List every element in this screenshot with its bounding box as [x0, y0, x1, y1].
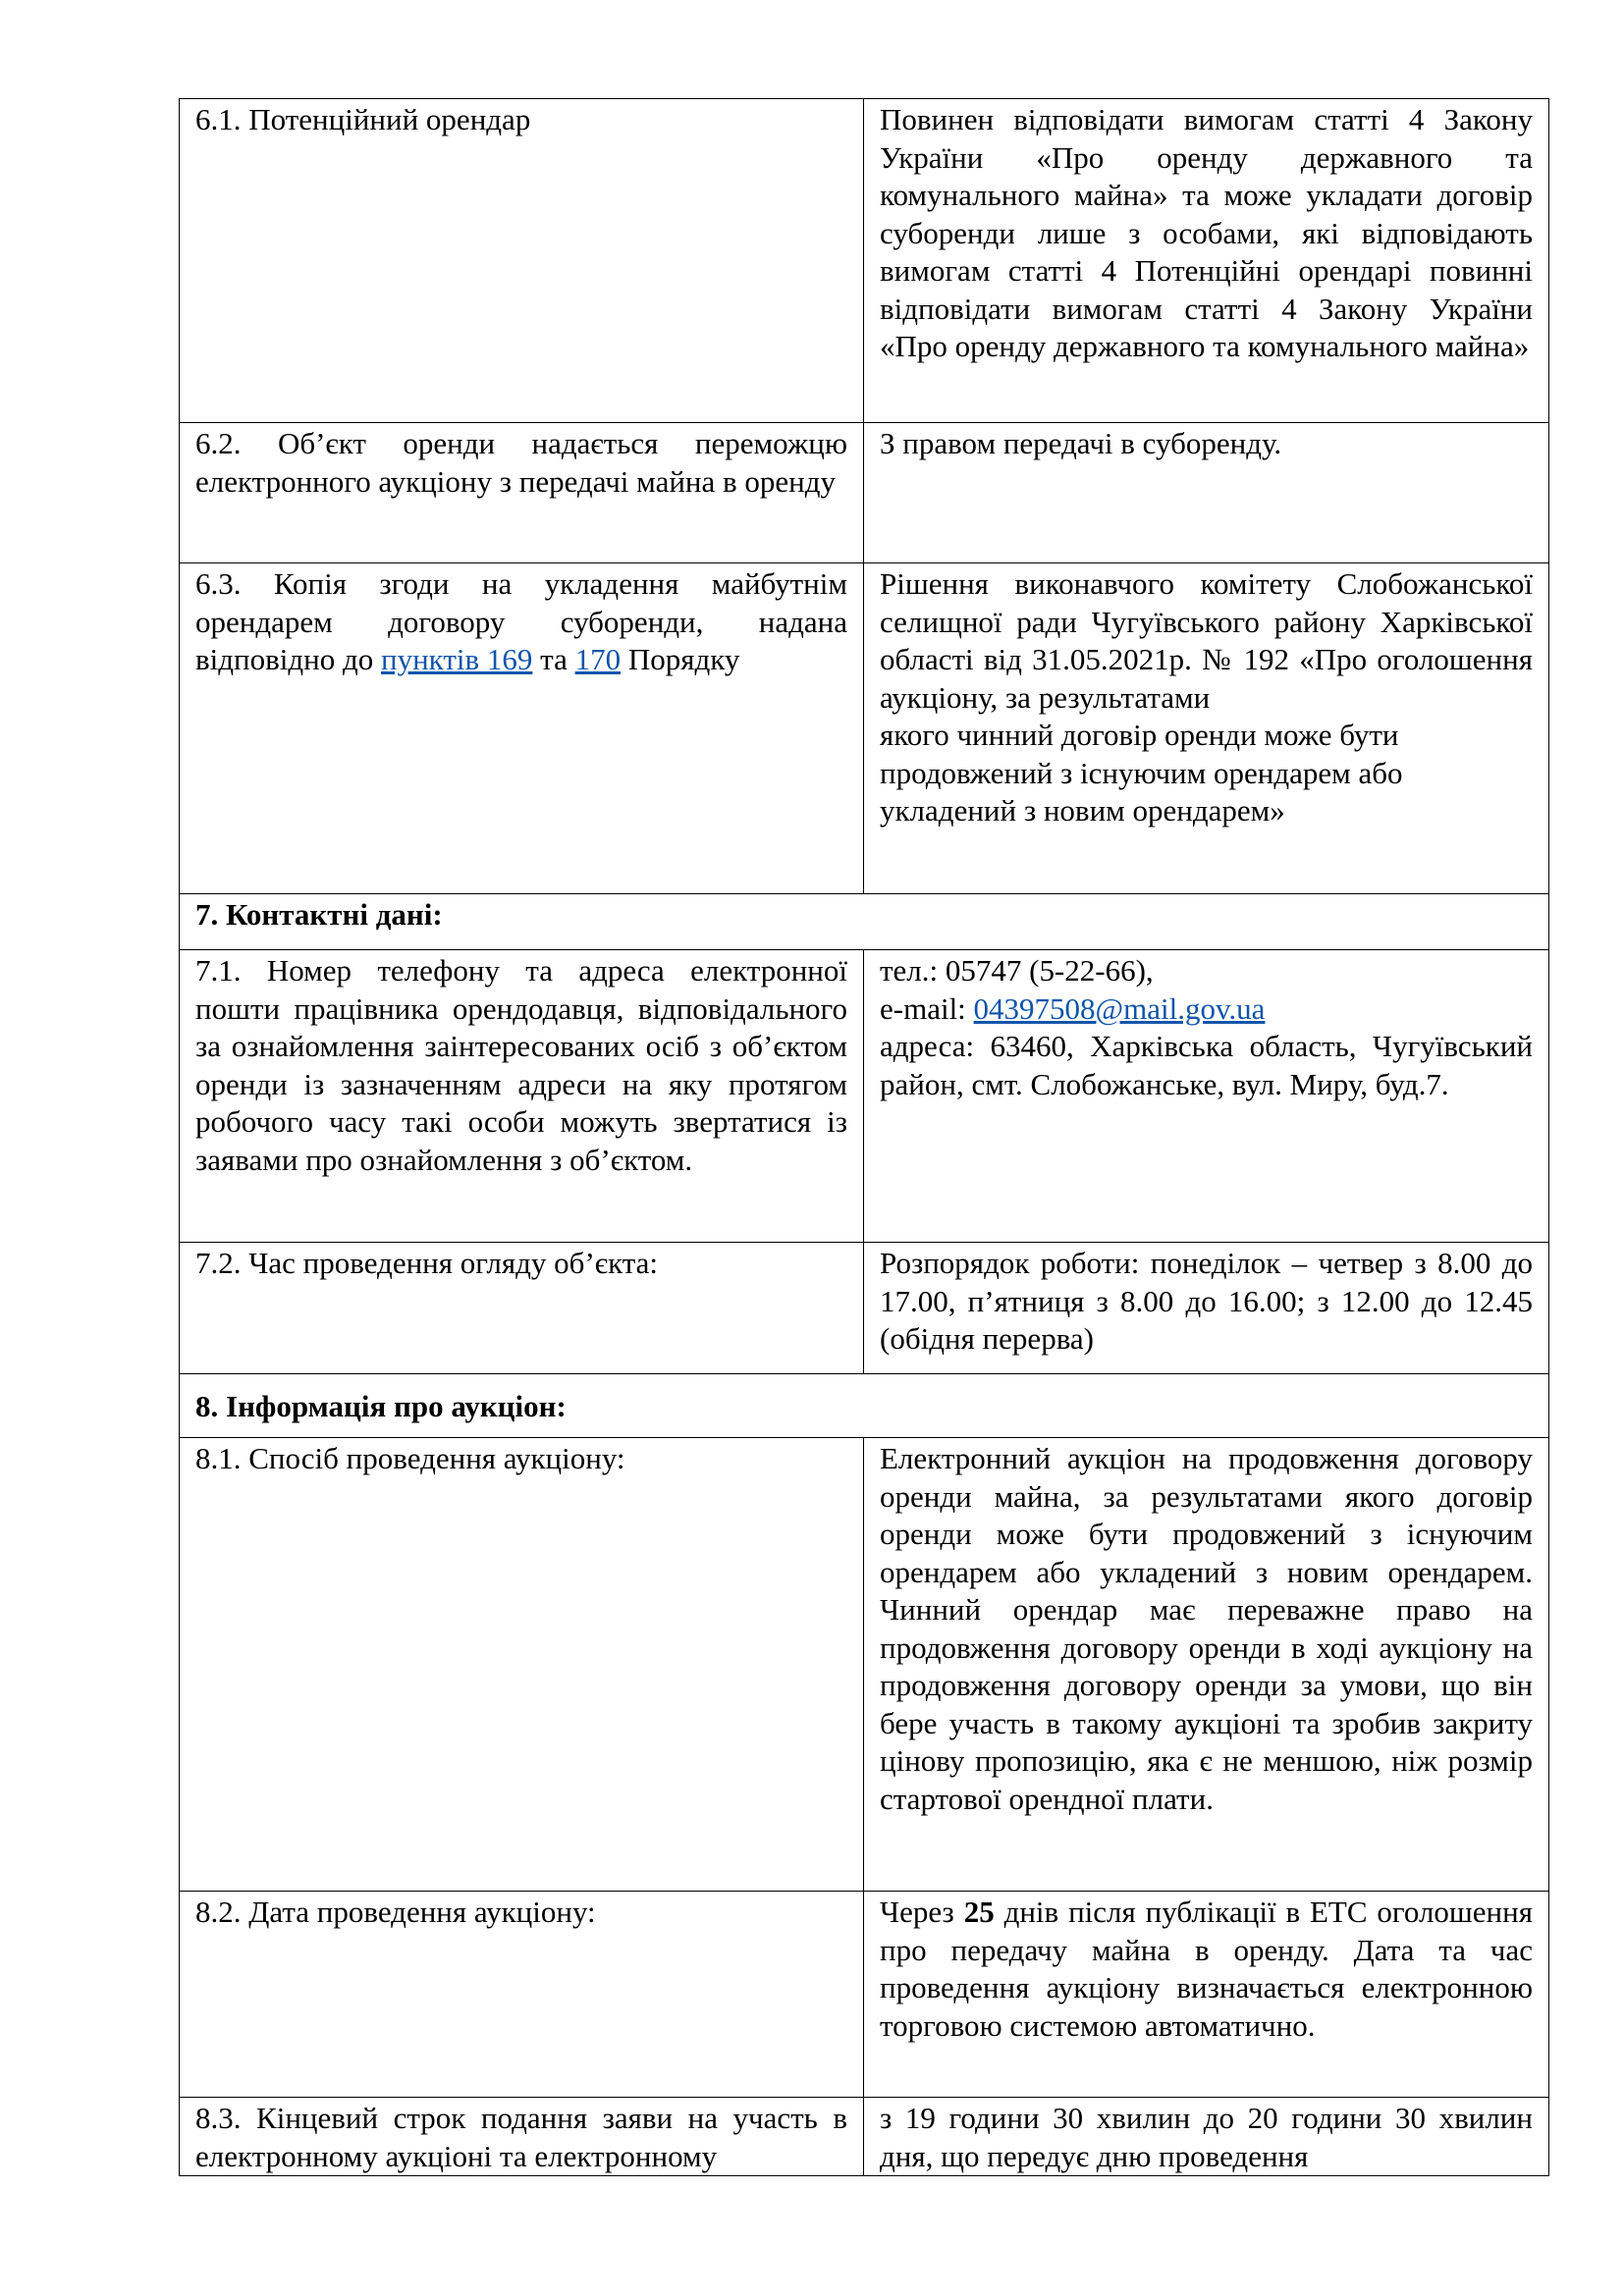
row-value-part1: Рішення виконавчого комітету Слобожанської селищної ради Чугуївського району Харківської області від 31.05.2021р. № 192 «Про оголошення аукціону, за результатами	[880, 566, 1533, 715]
row-label: 6.1. Потенційний орендар	[195, 102, 531, 136]
row-label-text: Порядку	[621, 642, 740, 676]
email-prefix: e-mail:	[880, 990, 974, 1026]
link-paragraphs-169[interactable]: пунктів 169	[381, 642, 533, 676]
label-contact-info	[180, 950, 864, 1243]
table-row	[180, 423, 1549, 563]
label-auction-date	[180, 1892, 864, 2098]
section-row	[180, 1374, 1549, 1438]
row-label: 7.2. Час проведення огляду об’єкта:	[195, 1246, 659, 1280]
label-inspection-time	[180, 1243, 864, 1374]
table-row	[180, 1243, 1549, 1374]
contact-phone: тел.: 05747 (5-22-66),	[880, 953, 1154, 988]
value-application-deadline	[864, 2098, 1549, 2176]
section-row	[180, 894, 1549, 950]
label-rental-object	[180, 423, 864, 563]
value-auction-method	[864, 1438, 1549, 1892]
days-count: 25	[963, 1895, 995, 1929]
value-contact-info	[864, 950, 1549, 1243]
section-heading-contacts: 7. Контактні дані:	[180, 894, 1549, 950]
row-value-text: днів після публікації в ЕТС оголошення про передачу майна в оренду. Дата та час проведення аукціону визначається електронною торговою системою автоматично.	[880, 1895, 1533, 2043]
value-auction-date	[864, 1892, 1549, 2098]
row-label-text: 6.3. Копія згоди на укладення майбутнім орендарем договору суборенди, надана відповідно до	[195, 566, 847, 676]
row-value: Електронний аукціон на продовження договору оренди майна, за результатами якого договір оренди може бути продовжений з існуючим орендарем або укладений з новим орендарем. Чинний орендар має переважне право на продовження договору оренди в ході аукціону на продовження договору оренди за умови, що він бере участь в такому аукціоні та зробив закриту цінову пропозицію, яка є не меншою, ніж розмір стартової орендної плати.	[880, 1441, 1533, 1816]
row-label: 8.2. Дата проведення аукціону:	[195, 1895, 596, 1929]
contact-email-line	[880, 990, 1533, 1029]
row-label: 8.1. Спосіб проведення аукціону:	[195, 1441, 625, 1475]
row-label-text: та	[532, 642, 575, 676]
value-potential-tenant	[864, 99, 1549, 423]
row-value: Розпорядок роботи: понеділок – четвер з 8.00 до 17.00, п’ятниця з 8.00 до 16.00; з 12.00 до 12.45 (обідня перерва)	[880, 1246, 1533, 1356]
auction-info-table	[179, 98, 1549, 2176]
value-inspection-time	[864, 1243, 1549, 1374]
value-rental-object	[864, 423, 1549, 563]
row-value: Повинен відповідати вимогам статті 4 Закону України «Про оренду державного та комунального майна» та може укладати договір суборенди лише з особами, які відповідають вимогам статті 4 Потенційні орендарі повинні відповідати вимогам статті 4 Закону України «Про оренду державного та комунального майна»	[880, 102, 1533, 363]
row-label: 8.3. Кінцевий строк подання заяви на участь в електронному аукціоні та електронному	[195, 2101, 847, 2173]
section-heading-auction: 8. Інформація про аукціон:	[180, 1374, 1549, 1438]
label-potential-tenant	[180, 99, 864, 423]
table-row	[180, 1892, 1549, 2098]
link-paragraph-170[interactable]: 170	[574, 642, 622, 676]
row-value-text: Через	[880, 1895, 964, 1929]
email-link[interactable]: 04397508@mail.gov.ua	[973, 990, 1266, 1026]
table-row	[180, 99, 1549, 423]
label-application-deadline	[180, 2098, 864, 2176]
row-label: 6.2. Об’єкт оренди надається переможцю електронного аукціону з передачі майна в оренду	[195, 426, 847, 499]
row-label: 7.1. Номер телефону та адреса електронної пошти працівника орендодавця, відповідального за ознайомлення заінтересованих осіб з об’єктом оренди із зазначенням адреси на яку протягом робочого часу такі особи можуть звертатися із заявами про ознайомлення з об’єктом.	[195, 953, 847, 1177]
table-row	[180, 1438, 1549, 1892]
row-value: З правом передачі в суборенду.	[880, 426, 1282, 460]
table-row	[180, 950, 1549, 1243]
contact-address: адреса: 63460, Харківська область, Чугуївський район, смт. Слобожанське, вул. Миру, буд.7.	[880, 1029, 1533, 1101]
table-row	[180, 563, 1549, 894]
row-value-part2: якого чинний договір оренди може бути продовжений з існуючим орендарем або укладений з новим орендарем»	[880, 718, 1403, 828]
label-sublease-consent	[180, 563, 864, 894]
row-value: з 19 години 30 хвилин до 20 години 30 хвилин дня, що передує дню проведення	[880, 2101, 1533, 2173]
value-sublease-consent	[864, 563, 1549, 894]
label-auction-method	[180, 1438, 864, 1892]
table-row	[180, 2098, 1549, 2176]
